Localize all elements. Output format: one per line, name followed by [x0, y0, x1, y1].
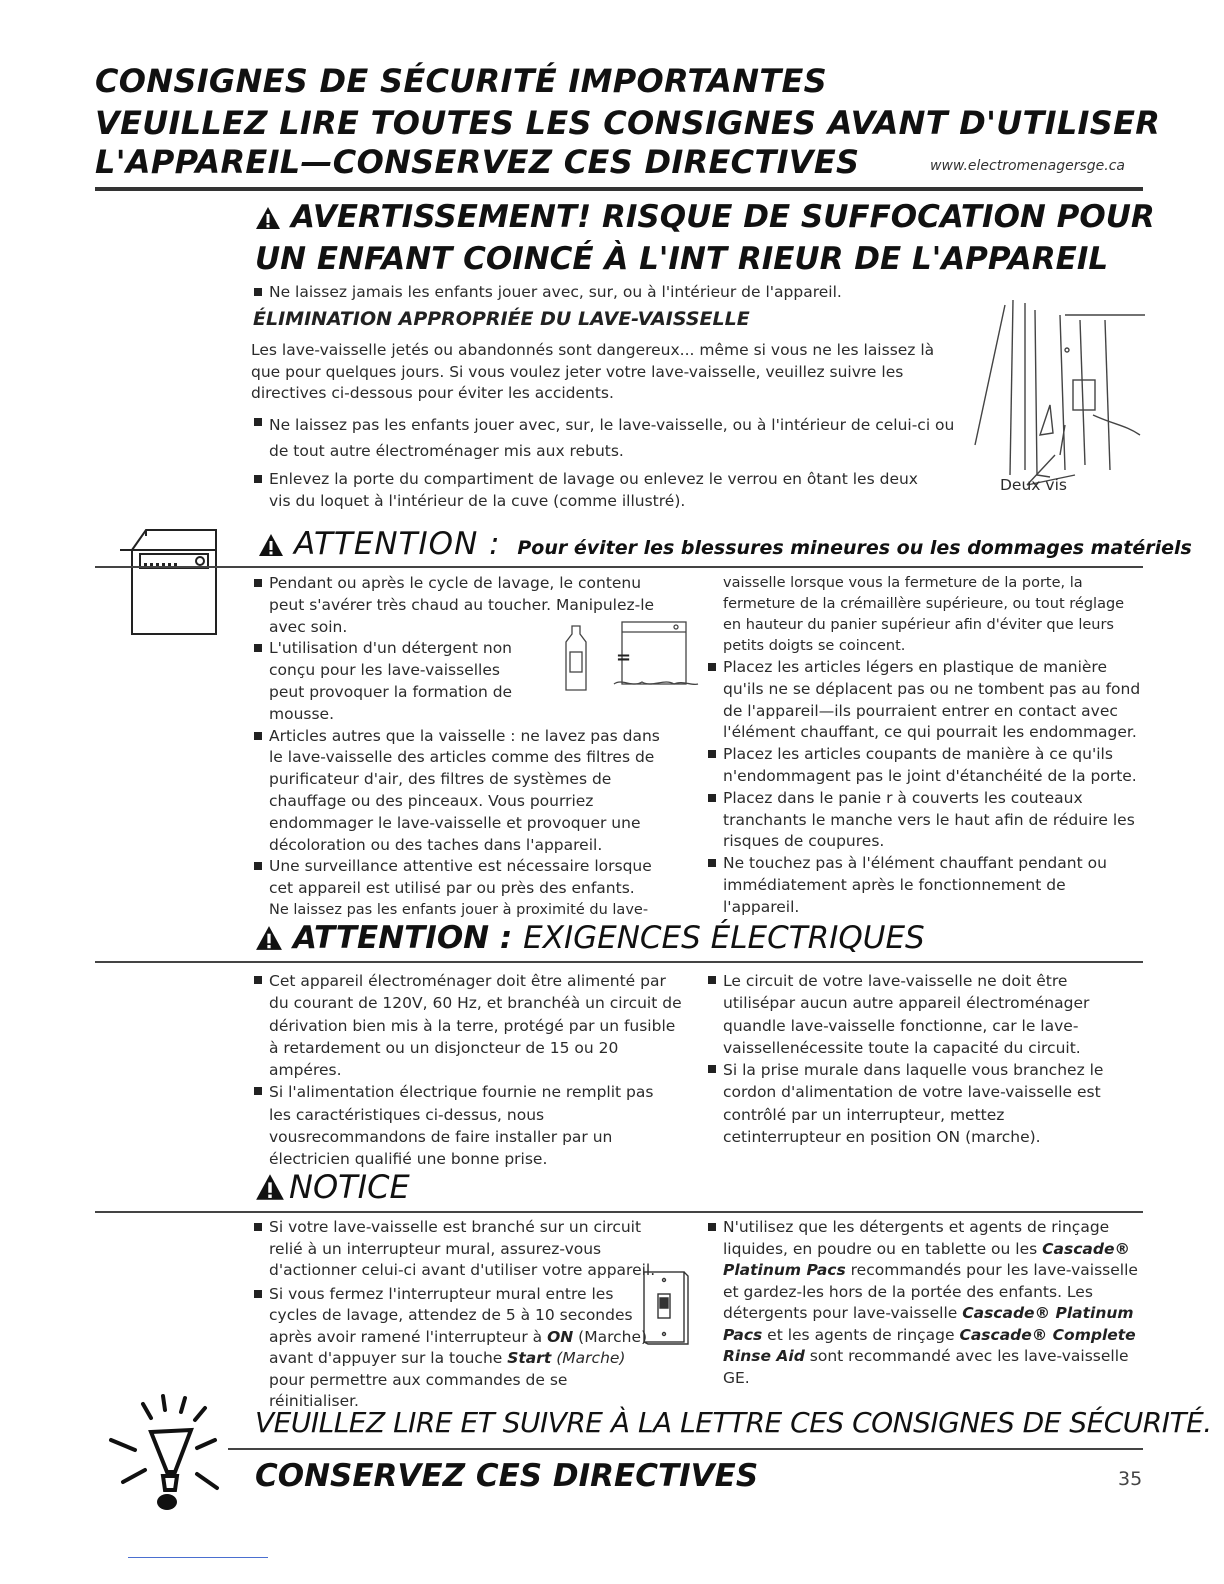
attention-1-right: vaisselle lorsque vous la fermeture de la porte, la fermeture de la crémaillère supérieure, ou tout réglage en hauteur du panier supérieur afin d'éviter que leurs petits doigts se coincent. Placez les articles légers en plastique de manière qu'ils ne se déplacent pas ou ne tombent pas au fond de l'appareil—ils pourraient entrer en contact avec l'élément chauffant, ce qui pourrait les endommager. Placez les articles coupants de manière à ce qu'ils n'endommagent pas le joint d'étanchéité de la porte. Placez dans le panie r à couverts les couteaux tranchants le manche vers le haut afin de réduire les risques de coupures. Ne touchez pas à l'élément chauffant pendant ou immédiatement après le fonctionnement de l'appareil.: [707, 573, 1145, 919]
dishwasher-icon: [118, 524, 224, 636]
header-rule: [95, 187, 1143, 191]
attention-1-left: Pendant ou après le cycle de lavage, le contenu peut s'avérer très chaud au toucher. Manipulez-le avec soin. L'utilisation d'un détergent non conçu pour les lave-vaisselles peut provoquer la formation de mousse. Articles autres que la vaisselle : ne lavez pas dans le lave-vaisselle des articles comme des filtres de purificateur d'air, des filtres de systèmes de chauffage ou des pinceaux. Vous pourriez endommager le lave-vaisselle et provoquer une décoloration ou des taches dans l'appareil. Une surveillance attentive est nécessaire lorsque cet appareil est utilisé par ou près des enfants. Ne laissez pas les enfants jouer à proximité du lave-: [253, 573, 673, 920]
door-latch-illustration-icon: [965, 295, 1150, 495]
attention-2-right: Le circuit de votre lave-vaisselle ne doit être utilisépar aucun autre appareil électroménager quandle lave-vaisselle fonctionne, car le lave-vaissellenécessite toute la capacité du circuit. Si la prise murale dans laquelle vous branchez le cordon d'alimentation de votre lave-vaisselle est contrôlé par un interrupteur, mettez cetinterrupteur en position ON (marche).: [707, 970, 1127, 1148]
page-number: 35: [1118, 1468, 1143, 1490]
notice-title: NOTICE: [255, 1168, 410, 1206]
header-line-1: CONSIGNES DE SÉCURITÉ IMPORTANTES: [95, 62, 827, 100]
warning-triangle-icon: [258, 533, 284, 557]
warning-bullet-3: Enlevez la porte du compartiment de lavage ou enlevez le verrou en ôtant les deux vis du loquet à l'intérieur de la cuve (comme illustré).: [253, 469, 933, 512]
warning-title-1: AVERTISSEMENT! RISQUE DE SUFFOCATION POUR: [255, 198, 1155, 236]
warning-triangle-icon: [255, 206, 281, 230]
attention-2-rule: [95, 961, 1143, 963]
disposal-paragraph: Les lave-vaisselle jetés ou abandonnés sont dangereux... même si vous ne les laissez là que pour quelques jours. Si vous voulez jeter votre lave-vaisselle, veuillez suivre les directives ci-dessous pour éviter les accidents.: [251, 341, 935, 402]
lightbulb-warning-icon: [105, 1390, 235, 1520]
warning-bullet-2: Ne laissez pas les enfants jouer avec, sur, le lave-vaisselle, ou à l'intérieur de celui-ci ou de tout autre électroménager mis aux rebuts.: [253, 412, 958, 464]
header-line-3: L'APPAREIL—CONSERVEZ CES DIRECTIVES: [95, 143, 860, 181]
footer-line-2: CONSERVEZ CES DIRECTIVES: [255, 1458, 759, 1494]
figure-label: Deux vis: [1000, 476, 1067, 494]
notice-right: N'utilisez que les détergents et agents de rinçage liquides, en poudre ou en tablette ou les Cascade® Platinum Pacs recommandés pour les lave-vaisselle et gardez-les hors de la portée des enfants. Les détergents pour lave-vaisselle Cascade® Platinum Pacs et les agents de rinçage Cascade® Complete Rinse Aid sont recommandé avec les lave-vaisselle GE.: [707, 1217, 1139, 1389]
warning-triangle-icon: [255, 1173, 285, 1201]
notice-rule: [95, 1211, 1143, 1213]
attention-2-left: Cet appareil électroménager doit être alimenté par du courant de 120V, 60 Hz, et branchéà un circuit de dérivation bien mis à la terre, protégé par un fusible à retardement ou un disjoncteur de 15 ou 20 ampéres. Si l'alimentation électrique fournie ne remplit pas les caractéristiques ci-dessus, nous vousrecommandons de faire installer par un électricien qualifié une bonne prise.: [253, 970, 683, 1171]
attention-1-rule: [95, 566, 1143, 568]
bottom-link-rule: [128, 1557, 268, 1558]
disposal-subheading: ÉLIMINATION APPROPRIÉE DU LAVE-VAISSELLE: [253, 308, 750, 330]
equals-sign: =: [616, 647, 632, 668]
footer-rule: [228, 1448, 1143, 1450]
warning-triangle-icon: [255, 925, 283, 951]
warning-title-2: UN ENFANT COINCÉ À L'INT RIEUR DE L'APPAREIL: [255, 241, 1109, 277]
header-url: www.electromenagersge.ca: [930, 158, 1126, 174]
attention-2-title: ATTENTION : EXIGENCES ÉLECTRIQUES: [255, 920, 925, 956]
footer-line-1: VEUILLEZ LIRE ET SUIVRE À LA LETTRE CES CONSIGNES DE SÉCURITÉ.: [255, 1406, 1212, 1439]
header-line-2: VEUILLEZ LIRE TOUTES LES CONSIGNES AVANT D'UTILISER: [95, 104, 1161, 142]
notice-left: Si votre lave-vaisselle est branché sur un circuit relié à un interrupteur mural, assurez-vous d'actionner celui-ci avant d'utiliser votre appareil. Si vous fermez l'interrupteur mural entre les cycles de lavage, attendez de 5 à 10 secondes après avoir ramené l'interrupteur à ON (Marche) avant d'appuyer sur la touche Start (Marche) pour permettre aux commandes de se réinitialiser.: [253, 1217, 673, 1413]
light-switch-icon: [638, 1268, 690, 1346]
warning-bullet-1: Ne laissez jamais les enfants jouer avec, sur, ou à l'intérieur de l'appareil.: [253, 282, 953, 304]
attention-1-title: ATTENTION : Pour éviter les blessures mineures ou les dommages matériels: [258, 526, 1192, 562]
